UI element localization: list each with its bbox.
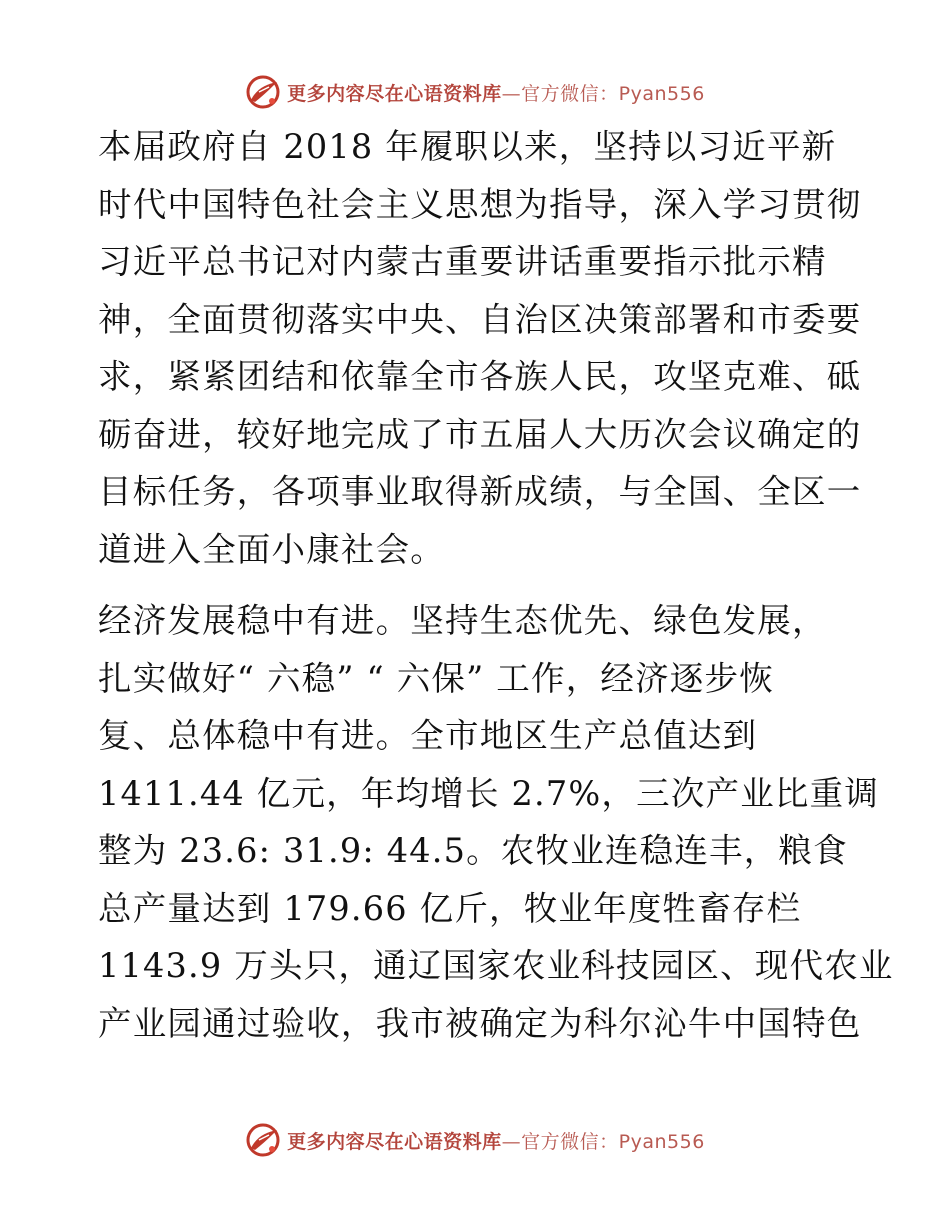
footer-banner-text [287,1127,705,1154]
text-line: 神，全面贯彻落实中央、自治区决策部署和市委要 [98,299,862,339]
text-line: 砺奋进，较好地完成了市五届人大历次会议确定的 [98,414,862,454]
text-line: 本届政府自 2018 年履职以来，坚持以习近平新 [98,127,837,166]
header-banner-text [287,79,705,106]
text-line: 1411.44 亿元，年均增长 2.7%，三次产业比重调 [98,773,880,813]
paragraph-1 [98,118,862,578]
document-body [98,118,894,1052]
text-line: 产业园通过验收，我市被确定为科尔沁牛中国特色 [98,1003,862,1043]
text-line: 扎实做好“ 六稳” “ 六保” 工作，经济逐步恢 [98,658,774,698]
header-brand-text: 更多内容尽在心语资料库 [287,82,502,105]
footer-brand-text: 更多内容尽在心语资料库 [287,1130,502,1153]
text-line: 整为 23.6: 31.9: 44.5。农牧业连稳连丰，粮食 [98,831,848,870]
header-dash: — [501,82,522,105]
text-line: 1143.9 万头只，通辽国家农业科技园区、现代农业 [98,946,894,985]
leaf-circle-logo-icon [245,1122,281,1158]
header-banner-content [245,74,705,110]
paragraph-2 [98,592,894,1052]
text-line: 习近平总书记对内蒙古重要讲话重要指示批示精 [98,242,827,281]
text-line: 总产量达到 179.66 亿斤，牧业年度牲畜存栏 [98,888,802,928]
footer-banner [0,1120,950,1160]
text-line: 道进入全面小康社会。 [98,529,445,569]
leaf-circle-logo-icon [245,74,281,110]
footer-contact-text: 官方微信：Pyan556 [521,1130,705,1153]
text-line: 目标任务，各项事业取得新成绩，与全国、全区一 [98,472,862,511]
header-banner [0,72,950,112]
header-contact-text: 官方微信：Pyan556 [521,82,705,105]
footer-dash: — [501,1130,522,1153]
text-line: 经济发展稳中有进。坚持生态优先、绿色发展， [98,601,827,640]
text-line: 时代中国特色社会主义思想为指导，深入学习贯彻 [98,184,862,224]
text-line: 复、总体稳中有进。全市地区生产总值达到 [98,716,758,755]
footer-banner-content [245,1122,705,1158]
text-line: 求，紧紧团结和依靠全市各族人民，攻坚克难、砥 [98,357,862,396]
